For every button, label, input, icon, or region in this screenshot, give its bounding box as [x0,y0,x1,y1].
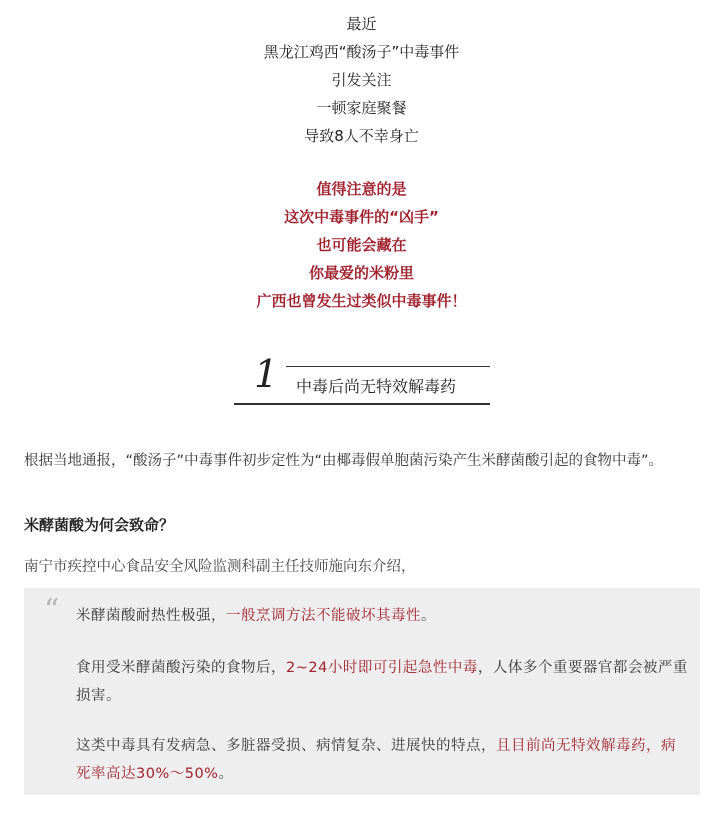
quote-paragraph [76,602,688,630]
section-bottom-rule [234,403,490,405]
quote-emphasis: 2~24小时即可引起急性中毒 [286,660,478,676]
quote-text: 。 [218,766,234,782]
intro-line: 引发关注 [331,71,392,89]
section-title: 中毒后尚无特效解毒药 [296,377,457,396]
blockquote [24,588,700,795]
section-header [234,352,490,406]
body-paragraph: 南宁市疾控中心食品安全风险监测科副主任技师施向东介绍， [24,559,416,575]
quote-text: 食用受米酵菌酸污染的食物后， [76,660,286,676]
intro-block [0,10,723,150]
quote-emphasis: 且目前尚无特效解毒药，病死率高达30%～50% [76,738,676,782]
body-paragraph: 根据当地通报，“酸汤子”中毒事件初步定性为“由椰毒假单胞菌污染产生米酵菌酸引起的食物中毒”。 [24,453,664,469]
quote-text: ，人体多个重要器官都会被严重损害。 [76,660,688,704]
highlight-line: 你最爱的米粉里 [308,264,414,282]
highlight-line: 也可能会藏在 [316,236,407,254]
intro-line: 最近 [346,15,377,33]
section-number: 1 [254,352,279,396]
quote-paragraph [76,654,688,710]
quote-text: 这类中毒具有发病急、多脏器受损、病情复杂、进展快的特点， [76,738,496,754]
quote-text: 。 [421,608,436,624]
intro-line: 一顿家庭聚餐 [316,99,407,117]
highlight-line: 值得注意的是 [316,180,407,198]
quote-paragraph [76,732,688,788]
intro-line: 导致8人不幸身亡 [304,127,419,145]
highlight-line: 广西也曾发生过类似中毒事件！ [256,292,467,310]
subheading: 米酵菌酸为何会致命？ [24,516,175,534]
quote-emphasis: 一般烹调方法不能破坏其毒性 [226,608,421,624]
highlight-line: 这次中毒事件的“凶手” [284,208,439,226]
highlight-block [0,175,723,315]
quote-text: 米酵菌酸耐热性极强， [76,608,226,624]
quote-mark-icon: “ [44,593,60,628]
intro-line: 黑龙江鸡西“酸汤子”中毒事件 [263,43,460,61]
section-top-rule [286,366,490,367]
